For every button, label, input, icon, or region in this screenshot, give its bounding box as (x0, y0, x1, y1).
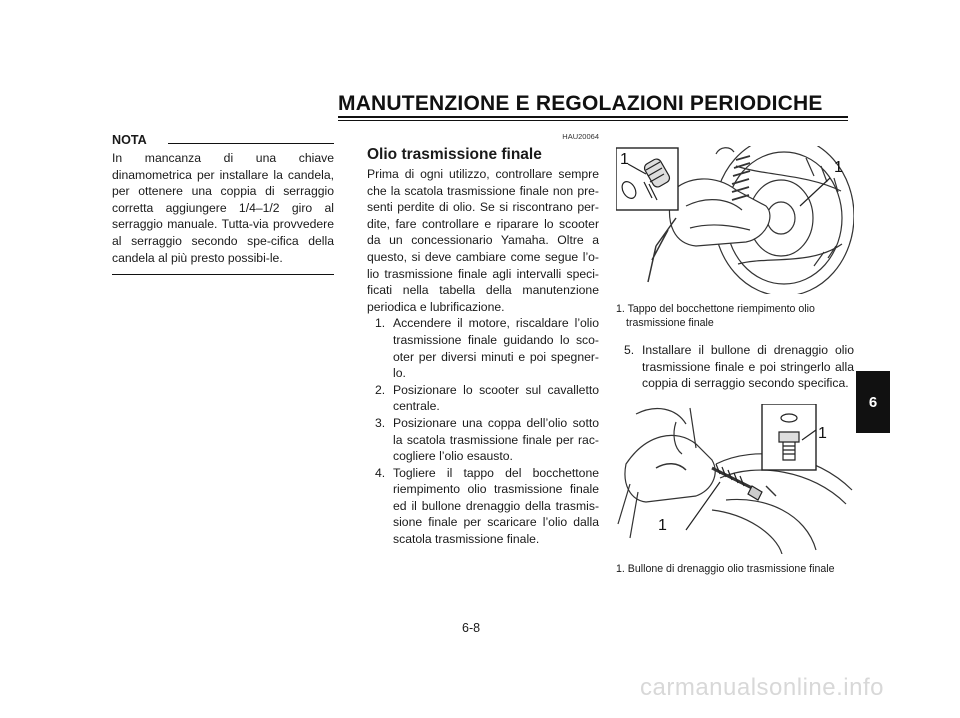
step-number: 2. (375, 382, 386, 397)
callout-label: 1 (658, 516, 667, 534)
note-rule (168, 143, 334, 144)
step-number: 4. (375, 465, 386, 480)
note-label: NOTA (112, 132, 151, 149)
page-header-title: MANUTENZIONE E REGOLAZIONI PERIODICHE (338, 92, 823, 115)
step-item (367, 465, 599, 548)
step-text: Posizionare una coppa dell’olio sotto la scatola trasmissione finale per rac-cogliere l’olio esausto. (393, 415, 599, 464)
section-code: HAU20064 (562, 132, 599, 141)
caption-line: 1. Tappo del bocchettone riempimento olio (616, 303, 815, 315)
step-item (367, 415, 599, 465)
step-number: 1. (375, 316, 386, 331)
step-number: 3. (375, 415, 386, 430)
header-rule (338, 116, 848, 118)
note-column (112, 132, 334, 275)
figure-filler-cap (616, 146, 854, 330)
callout-label: 1 (818, 424, 827, 442)
figure-caption (616, 302, 854, 330)
step-text: Togliere il tappo del bocchettone riempimento olio trasmissione finale ed il bullone drenaggio della trasmis-sione finale per scaricare l’olio dalla scatola trasmissione finale. (393, 465, 599, 547)
step-item (367, 315, 599, 381)
step-item (616, 342, 854, 392)
step-text: Installare il bullone di drenaggio olio trasmissione finale e poi stringerlo alla coppia di serraggio secondo specifica. (642, 343, 854, 391)
figure-column (616, 146, 854, 576)
figure-caption: 1. Bullone di drenaggio olio trasmissione finale (616, 562, 835, 575)
step-text: Accendere il motore, riscaldare l’olio trasmissione finale guidando lo sco-oter per diversi minuti e poi spegner-lo. (393, 316, 599, 381)
section-column (367, 132, 599, 548)
step-list (367, 315, 599, 547)
callout-label: 1 (620, 151, 629, 168)
section-title: Olio trasmissione finale (367, 146, 542, 163)
section-intro: Prima di ogni utilizzo, controllare sempre che la scatola trasmissione finale non pre-senti perdite di olio. Se si riscontrano per-dite, fare controllare e riparare lo scooter da un concessionario Yamaha. Oltre a questo, si deve cambiare come segue l’o-lio trasmissione finale agli intervalli speci-ficati nella tabella della manutenzione periodica e lubrificazione. (367, 167, 599, 314)
filler-cap-illustration (616, 146, 854, 294)
caption-line: trasmissione finale (626, 317, 714, 329)
step-text: Posizionare lo scooter sul cavalletto centrale. (393, 382, 599, 414)
watermark-text: carmanualsonline.info (640, 674, 884, 701)
figure-drain-bolt (616, 404, 854, 576)
page-number: 6-8 (462, 621, 481, 635)
note-text: In mancanza di una chiave dinamometrica per installare la candela, per ottenere una coppia di serraggio corretta aggiungere 1/4–1/2 giro al serraggio manuale. Tutta-via provvedere al serraggio secondo spe-cifica della candela al più presto possibi-le. (112, 151, 334, 265)
chapter-tab: 6 (856, 371, 890, 433)
note-end-rule (112, 274, 334, 275)
callout-label: 1 (834, 159, 843, 176)
header-rule-thin (338, 120, 848, 121)
drain-bolt-illustration (616, 404, 854, 554)
step-item (367, 382, 599, 415)
step-number: 5. (624, 343, 635, 357)
note-heading (112, 132, 334, 150)
